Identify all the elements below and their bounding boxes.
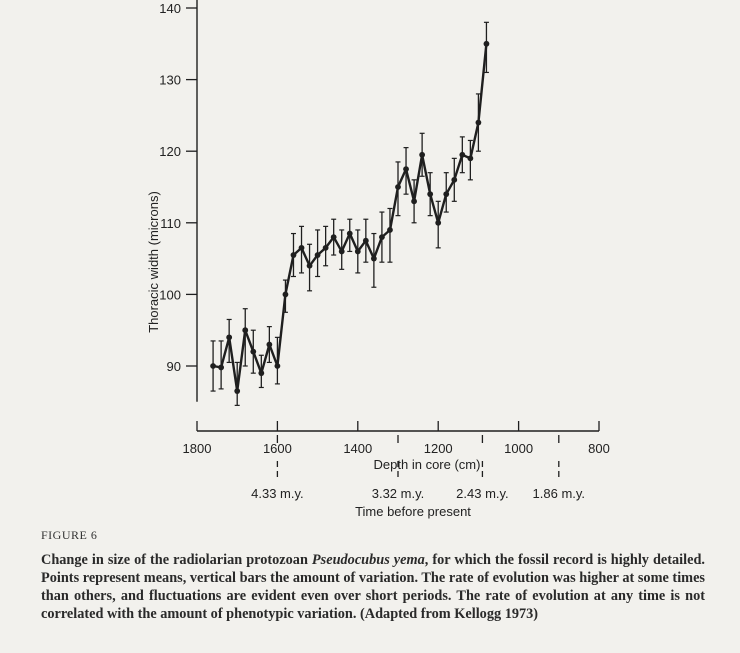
data-series xyxy=(210,41,489,394)
data-point-12 xyxy=(307,263,313,269)
x-tick-label-1200: 1200 xyxy=(423,441,453,456)
y-tick-label-90: 90 xyxy=(166,359,181,374)
data-point-20 xyxy=(371,256,377,262)
time-marker-label-0: 4.33 m.y. xyxy=(251,486,304,501)
data-point-5 xyxy=(250,349,256,355)
x-axis-title: Depth in core (cm) xyxy=(373,457,481,472)
y-tick-label-100: 100 xyxy=(159,287,181,303)
x-tick-label-1800: 1800 xyxy=(182,441,212,456)
caption-text-after: , for which the fossil record is highly detailed. Points represent means, vertical bars the amount of variation. The rate of evolution was higher at some times than others, and fluctuations are evident even over short periods. The rate of evolution at any time is not correlated with the amount of phenotypic variation. (Adapted from Kellogg 1973) xyxy=(41,552,705,622)
y-tick-label-140: 140 xyxy=(159,1,181,16)
time-axis-title: Time before present xyxy=(355,504,471,519)
data-point-27 xyxy=(427,191,433,197)
data-point-4 xyxy=(242,327,248,333)
data-point-19 xyxy=(363,238,369,244)
y-tick-label-120: 120 xyxy=(159,144,181,160)
data-point-10 xyxy=(291,252,297,258)
data-point-7 xyxy=(266,342,272,348)
data-point-28 xyxy=(435,220,441,226)
data-point-17 xyxy=(347,231,353,237)
data-point-11 xyxy=(299,245,305,251)
figure-caption-text xyxy=(41,551,705,623)
data-point-8 xyxy=(275,363,281,369)
x-tick-label-800: 800 xyxy=(588,441,610,456)
data-point-25 xyxy=(411,198,417,204)
x-tick-label-1600: 1600 xyxy=(262,441,292,456)
time-marker-label-2: 2.43 m.y. xyxy=(456,486,509,501)
data-point-34 xyxy=(484,41,490,47)
data-point-30 xyxy=(451,177,457,183)
x-tick-labels xyxy=(183,441,610,456)
data-point-15 xyxy=(331,234,337,240)
data-point-21 xyxy=(379,234,385,240)
data-point-31 xyxy=(459,152,465,158)
data-point-32 xyxy=(467,155,473,161)
data-point-14 xyxy=(323,245,329,251)
y-tick-labels xyxy=(159,1,181,374)
y-tick-label-130: 130 xyxy=(159,72,181,88)
data-point-18 xyxy=(355,249,361,255)
data-point-9 xyxy=(283,292,289,298)
data-point-2 xyxy=(226,334,232,340)
time-marker-label-3: 1.86 m.y. xyxy=(532,486,586,501)
data-point-22 xyxy=(387,227,393,233)
data-point-29 xyxy=(443,191,449,197)
caption-text-before: Change in size of the radiolarian protozoan xyxy=(41,552,312,568)
data-point-0 xyxy=(210,363,216,369)
data-point-3 xyxy=(234,388,240,394)
figure-caption xyxy=(41,528,705,623)
y-axis-title: Thoracic width (microns) xyxy=(146,191,161,333)
species-name: Pseudocubus yema xyxy=(311,552,425,568)
series-line xyxy=(213,44,486,391)
x-tick-label-1000: 1000 xyxy=(504,441,534,456)
data-point-13 xyxy=(315,252,321,258)
x-tick-label-1400: 1400 xyxy=(343,441,373,456)
y-tick-label-110: 110 xyxy=(160,215,181,231)
data-point-16 xyxy=(339,249,345,255)
data-point-24 xyxy=(403,166,409,172)
time-marker-label-1: 3.32 m.y. xyxy=(371,486,425,501)
data-point-26 xyxy=(419,152,425,158)
data-point-33 xyxy=(476,120,482,126)
data-point-1 xyxy=(218,365,224,371)
data-point-23 xyxy=(395,184,401,190)
figure-label: FIGURE 6 xyxy=(41,528,98,542)
data-point-6 xyxy=(258,370,264,376)
